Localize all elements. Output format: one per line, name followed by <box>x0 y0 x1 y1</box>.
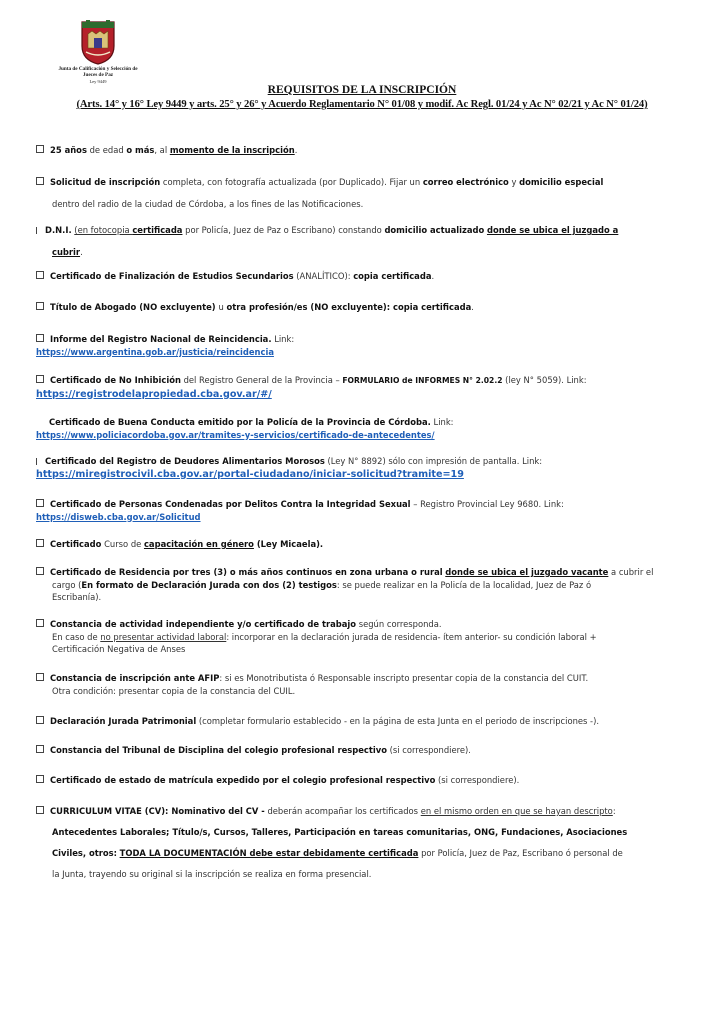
requirement-residence: Certificado de Residencia por tres (3) o más años continuos en zona urbana o rural donde se ubica el juzgado vacante a cubrir el cargo (En formato de Declaración Jurada con dos (2) testigos: se puede realizar en la Policía de la localidad, Juez de Paz ó Escribanía). <box>36 566 636 604</box>
link-disweb[interactable]: https://disweb.cba.gov.ar/Solicitud <box>36 511 201 522</box>
checkbox-icon <box>36 673 44 681</box>
checkbox-icon <box>36 458 37 465</box>
page-title: REQUISITOS DE LA INSCRIPCIÓN <box>267 84 457 96</box>
checkbox-icon <box>36 375 44 383</box>
checkbox-icon <box>36 499 44 507</box>
checkbox-icon <box>36 775 44 783</box>
checkbox-icon <box>36 334 44 342</box>
requirement-afip: Constancia de inscripción ante AFIP: si es Monotributista ó Responsable inscripto presentar copia de la constancia del CUIT. Otra condición: presentar copia de la constancia del CUIL. <box>36 672 636 697</box>
requirement-non-inhibition: Certificado de No Inhibición del Registro General de la Provincia – FORMULARIO de INFORMES N° 2.02.2 (ley N° 5059). Link: https://registrodelapropiedad.cba.gov.ar/#/ <box>36 375 587 400</box>
org-name-line2: Jueces de Paz <box>82 72 114 79</box>
checkbox-icon <box>36 619 44 627</box>
requirement-secondary-studies: Certificado de Finalización de Estudios Secundarios (ANALÍTICO): copia certificada. <box>36 268 636 285</box>
requirement-degree: Título de Abogado (NO excluyente) u otra profesión/es (NO excluyente): copia certificada. <box>36 299 636 316</box>
link-registro-propiedad[interactable]: https://registrodelapropiedad.cba.gov.ar/#/ <box>36 388 272 400</box>
requirement-alimony-debtors: Certificado del Registro de Deudores Alimentarios Morosos (Ley N° 8892) sólo con impresión de pantalla. Link: https://miregistrocivil.cba.gov.ar/portal-ciudadano/iniciar-solicitud?tramite=19 <box>36 456 543 480</box>
checkbox-icon <box>36 177 44 185</box>
requirement-application: Solicitud de inscripción completa, con fotografía actualizada (por Duplicado). Fijar un correo electrónico y domicilio especial dentro del radio de la ciudad de Córdoba, a los fines de las Notificaciones. <box>36 171 636 215</box>
requirement-curriculum-vitae: CURRICULUM VITAE (CV): Nominativo del CV - deberán acompañar los certificados en el mismo orden en que se hayan descripto: Antecedentes Laborales; Título/s, Cursos, Talleres, Participación en tareas comunitarias, ONG, Fundaciones, Asociaciones Civiles, otros: TODA LA DOCUMENTACIÓN debe estar debidamente certificada por Policía, Juez de Paz, Escribano ó personal de la Junta, trayendo su original si la inscripción se realiza en forma presencial. <box>36 801 636 885</box>
requirement-disciplinary-tribunal: Constancia del Tribunal de Disciplina del colegio profesional respectivo (si correspondiere). <box>36 742 636 759</box>
requirement-sexual-offenders-registry: Certificado de Personas Condenadas por Delitos Contra la Integridad Sexual – Registro Provincial Ley 9680. Link: https://disweb.cba.gov.ar/Solicitud <box>36 499 564 522</box>
checkbox-icon <box>36 806 44 814</box>
page-subtitle: (Arts. 14° y 16° Ley 9449 y arts. 25° y 26° y Acuerdo Reglamentario N° 01/08 y modif. Ac Regl. 01/24 y Ac N° 02/21 y Ac N° 01/24) <box>76 99 648 110</box>
requirement-recidivism: Informe del Registro Nacional de Reincidencia. Link: https://www.argentina.gob.ar/justicia/reincidencia <box>36 334 295 357</box>
requirement-work-activity: Constancia de actividad independiente y/o certificado de trabajo según corresponda. En caso de no presentar actividad laboral: incorporar en la declaración jurada de residencia- ítem anterior- su condición laboral + Certificación Negativa de Anses <box>36 618 636 656</box>
requirement-dni: D.N.I. (en fotocopia certificada por Policía, Juez de Paz o Escribano) constando domicilio actualizado donde se ubica el juzgado a cubrir. <box>36 219 636 263</box>
checkbox-icon <box>36 227 37 234</box>
checkbox-icon <box>36 145 44 153</box>
checkbox-icon <box>36 567 44 575</box>
coat-of-arms-logo <box>78 18 118 66</box>
link-reincidencia[interactable]: https://www.argentina.gob.ar/justicia/reincidencia <box>36 346 274 357</box>
requirement-registration-status: Certificado de estado de matrícula expedido por el colegio profesional respectivo (si correspondiere). <box>36 772 636 789</box>
checkbox-icon <box>36 716 44 724</box>
checkbox-icon <box>36 539 44 547</box>
org-law: Ley 9449 <box>89 78 107 84</box>
link-registro-civil[interactable]: https://miregistrocivil.cba.gov.ar/portal-ciudadano/iniciar-solicitud?tramite=19 <box>36 468 464 480</box>
checkbox-icon <box>36 745 44 753</box>
requirement-age: 25 años de edad o más, al momento de la inscripción. <box>36 142 636 159</box>
requirement-gender-training: Certificado Curso de capacitación en género (Ley Micaela). <box>36 536 636 553</box>
org-name-line1: Junta de Calificación y Selección de <box>58 66 138 72</box>
checkbox-icon <box>36 302 44 310</box>
link-policia-cordoba[interactable]: https://www.policiacordoba.gov.ar/tramites-y-servicios/certificado-de-antecedentes/ <box>36 429 435 440</box>
requirement-asset-declaration: Declaración Jurada Patrimonial (completar formulario establecido - en la página de esta Junta en el periodo de inscripciones -). <box>36 713 636 730</box>
checkbox-icon <box>36 271 44 279</box>
institution-header <box>38 18 158 84</box>
requirement-good-conduct: Certificado de Buena Conducta emitido por la Policía de la Provincia de Córdoba. Link: https://www.policiacordoba.gov.ar/tramites-y-servicios/certificado-de-antecedentes/ <box>36 417 454 440</box>
